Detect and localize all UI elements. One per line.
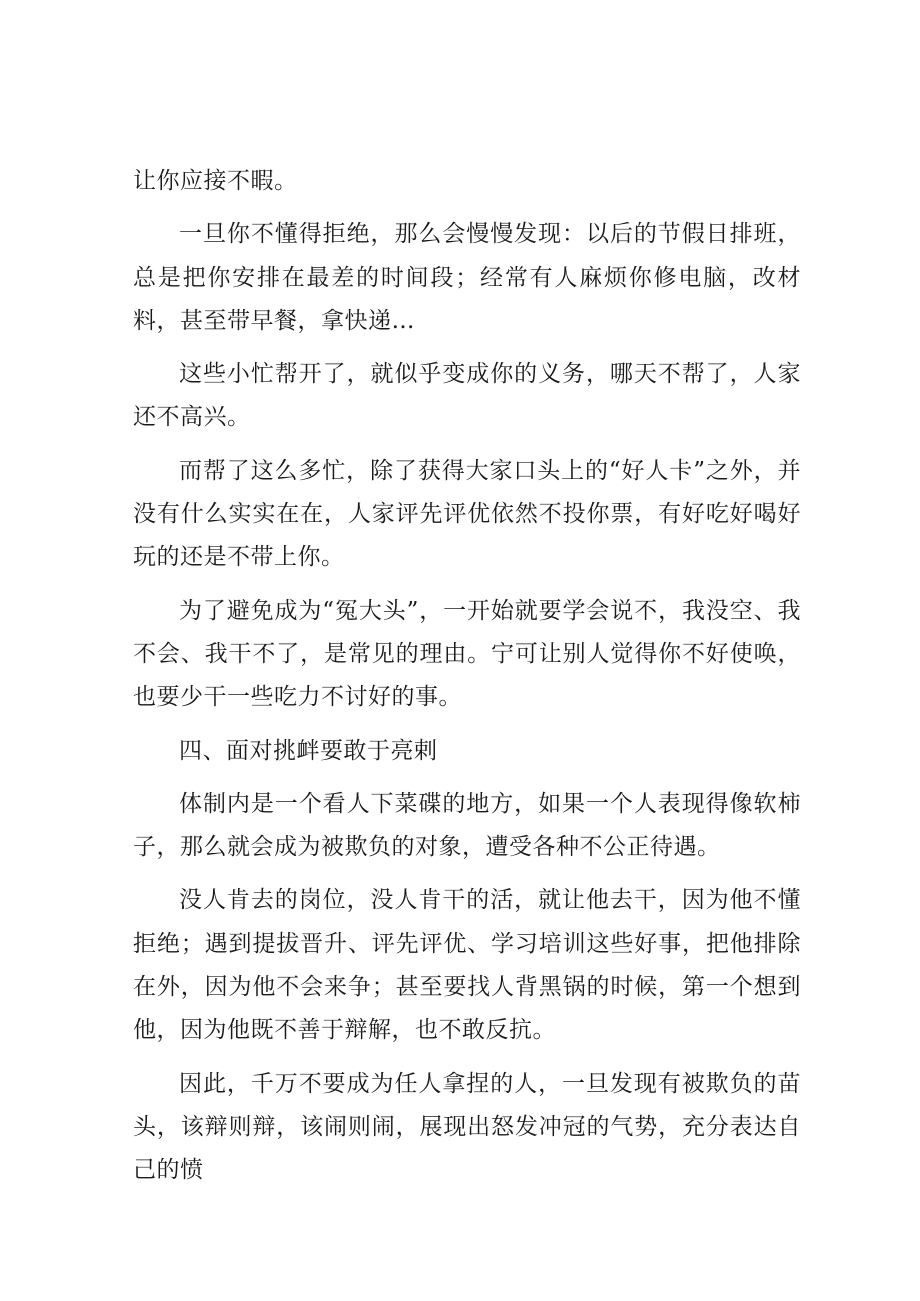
section-heading: 四、面对挑衅要敢于亮剌 [179, 737, 438, 764]
paragraph-4: 而帮了这么多忙，除了获得大家口头上的“好人卡”之外，并没有什么实实在在，人家评先评优依然不投你票，有好吃好喝好玩的还是不带上你。 [133, 457, 801, 571]
paragraph-2: 一旦你不懂得拒绝，那么会慢慢发现：以后的节假日排班，总是把你安排在最差的时间段；经常有人麻烦你修电脑，改材料，甚至带早餐，拿快递… [133, 221, 801, 334]
paragraph-3: 这些小忙帮开了，就似乎变成你的义务，哪天不帮了，人家还不高兴。 [133, 361, 801, 431]
paragraph-5: 为了避免成为“冤大头”，一开始就要学会说不，我没空、我不会、我干不了，是常见的理由。宁可让别人觉得你不好使唤，也要少干一些吃力不讨好的事。 [133, 597, 801, 711]
paragraph-7: 体制内是一个看人下菜碟的地方，如果一个人表现得像软柿子，那么就会成为被欺负的对象，遭受各种不公正待遇。 [133, 790, 801, 861]
paragraph-9: 因此，千万不要成为任人拿捏的人，一旦发现有被欺负的苗头，该辩则辩，该闹则闹，展现出怒发冲冠的气势，充分表达自己的愤 [133, 1070, 801, 1184]
paragraph-1: 让你应接不暇。 [133, 168, 298, 194]
document-body [133, 160, 801, 1203]
paragraph-8: 没人肯去的岗位，没人肯干的活，就让他去干，因为他不懂拒绝；遇到提拔晋升、评先评优、学习培训这些好事，把他排除在外，因为他不会来争；甚至要找人背黑锅的时候，第一个想到他，因为他既不善于辩解，也不敢反抗。 [133, 887, 801, 1044]
